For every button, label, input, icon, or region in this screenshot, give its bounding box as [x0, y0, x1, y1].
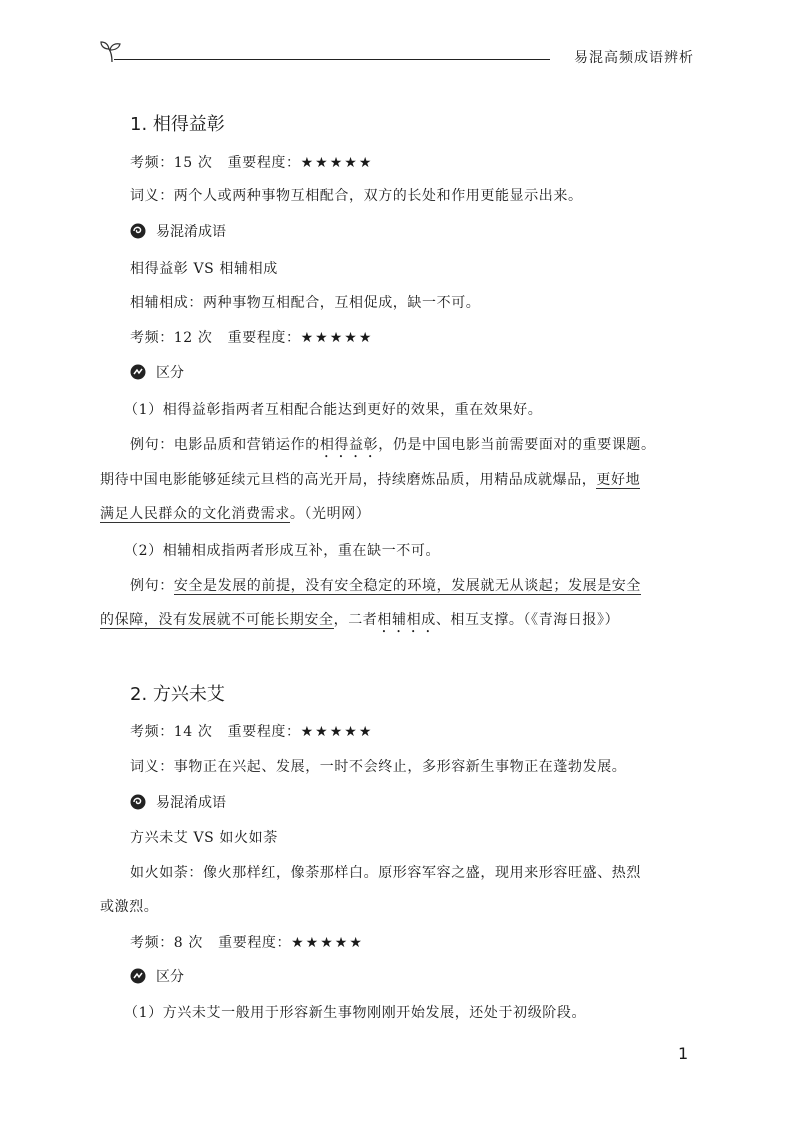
page-number: 1 [678, 1044, 689, 1063]
underlined-text: 更好地 [596, 472, 641, 488]
confused-stars: ★★★★★ [300, 330, 374, 346]
example-2-line-1 [130, 575, 641, 595]
confused-importance: 重要程度： [227, 330, 301, 346]
confused-meaning-line-1: 如火如荼：像火那样红，像荼那样白。原形容军容之盛，现用来形容旺盛、热烈 [130, 865, 641, 881]
freq-label: 考频：15 次 [130, 155, 213, 171]
example-prefix: 例句： [130, 578, 174, 594]
underlined-text: 安全是发展的前提，没有安全稳定的环境，发展就无从谈起；发展是安全 [173, 578, 642, 594]
confused-importance: 重要程度： [218, 935, 292, 951]
diff-subheading [130, 966, 184, 986]
confused-freq-line [130, 327, 373, 347]
confused-freq-line [130, 932, 364, 952]
diff-subheading [130, 362, 184, 382]
example-text: ，二者 [333, 612, 378, 628]
example-2-line-2 [100, 609, 619, 636]
section-title-1: 1. 相得益彰 [130, 114, 225, 135]
confused-freq: 考频：8 次 [130, 935, 203, 951]
swirl-icon [130, 223, 146, 239]
diff-heading: 区分 [156, 969, 184, 985]
point-2: （2）相辅相成指两者形成互补，重在缺一不可。 [124, 543, 441, 559]
example-1-line-2 [100, 469, 640, 489]
example-prefix: 例句：电影品质和营销运作的 [130, 437, 320, 453]
confused-freq: 考频：12 次 [130, 330, 213, 346]
underlined-text: 的保障，没有发展就不可能长期安全 [100, 612, 334, 628]
freq-line [130, 152, 373, 172]
meaning-text: 词义：事物正在兴起、发展，一时不会终止，多形容新生事物正在蓬勃发展。 [130, 759, 627, 775]
confusion-subheading [130, 221, 226, 241]
compare-icon [130, 364, 146, 380]
point-1: （1）相得益彰指两者互相配合能达到更好的效果，重在效果好。 [124, 402, 543, 418]
example-text: 期待中国电影能够延续元旦档的高光开局，持续磨炼品质，用精品成就爆品， [100, 472, 597, 488]
idiom-pair: 相得益彰 VS 相辅相成 [130, 261, 278, 277]
idiom-pair: 方兴未艾 VS 如火如荼 [130, 830, 278, 846]
page-header [100, 38, 700, 68]
point-1: （1）方兴未艾一般用于形容新生事物刚刚开始发展，还处于初级阶段。 [124, 1005, 587, 1021]
importance-stars: ★★★★★ [300, 724, 374, 740]
importance-stars: ★★★★★ [300, 155, 374, 171]
confused-stars: ★★★★★ [291, 935, 364, 951]
freq-label: 考频：14 次 [130, 724, 213, 740]
header-title: 易混高频成语辨析 [574, 50, 694, 66]
confusion-subheading [130, 792, 226, 812]
idiom-emphasis: 相得益彰 [319, 437, 379, 453]
meaning-text: 词义：两个人或两种事物互相配合，双方的长处和作用更能显示出来。 [130, 188, 583, 204]
importance-label: 重要程度： [227, 724, 301, 740]
swirl-icon [130, 794, 146, 810]
underlined-text: 满足人民群众的文化消费需求 [100, 506, 290, 522]
example-source: 。（光明网） [289, 506, 371, 522]
confusion-heading: 易混淆成语 [156, 795, 226, 811]
header-rule [114, 59, 550, 60]
confused-meaning: 相辅相成：两种事物互相配合，互相促成，缺一不可。 [130, 295, 481, 311]
example-rest: ，仍是中国电影当前需要面对的重要课题。 [378, 437, 656, 453]
example-source: 、相互支撑。（《青海日报》） [435, 612, 620, 628]
section-title-2: 2. 方兴未艾 [130, 684, 225, 705]
importance-label: 重要程度： [227, 155, 301, 171]
example-1-line-3 [100, 503, 370, 523]
freq-line [130, 721, 373, 741]
confusion-heading: 易混淆成语 [156, 224, 226, 240]
compare-icon [130, 968, 146, 984]
sprout-icon [100, 38, 128, 64]
confused-meaning-line-2: 或激烈。 [100, 899, 159, 915]
example-1-line-1 [130, 434, 656, 461]
idiom-emphasis: 相辅相成 [377, 612, 436, 628]
diff-heading: 区分 [156, 365, 184, 381]
